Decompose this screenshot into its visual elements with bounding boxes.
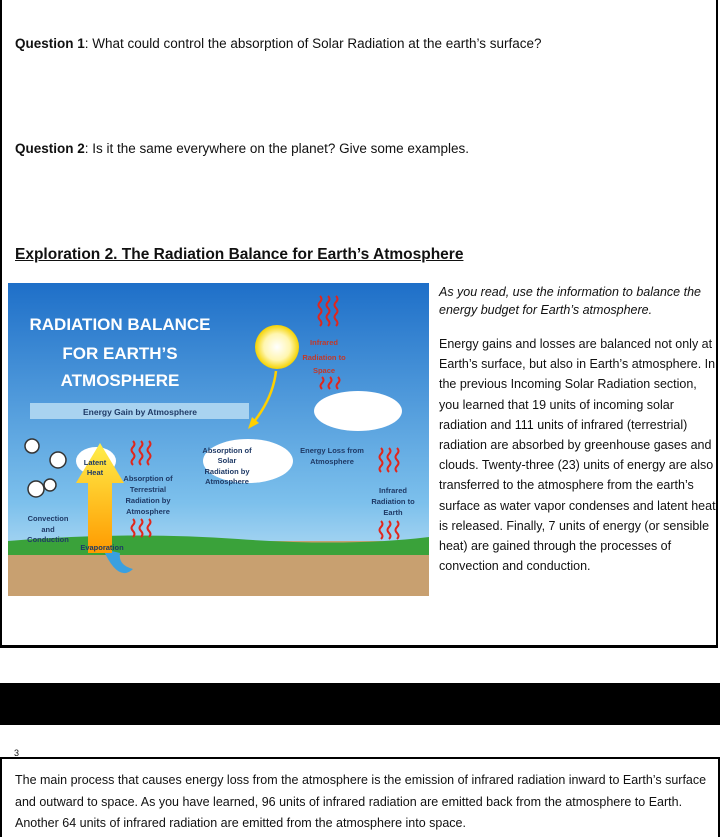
cloud-icon bbox=[314, 391, 402, 431]
absorption-terrestrial-label-4: Atmosphere bbox=[126, 507, 170, 516]
absorption-terrestrial-label-1: Absorption of bbox=[123, 474, 173, 483]
molecule-icon bbox=[28, 481, 44, 497]
absorption-terrestrial-label-3: Radiation by bbox=[125, 496, 171, 505]
bottom-paragraph: The main process that causes energy loss from the atmosphere is the emission of infrared radiation inward to Earth’s surface and outward to space. As you have learned, 96 units of infrared radiation are emitted back from the atmosphere to Earth. Another 64 units of infrared radiation are emitted from the atmosphere into space. bbox=[15, 773, 707, 830]
absorption-solar-label-4: Atmosphere bbox=[205, 477, 249, 486]
diagram-title-line-1: RADIATION BALANCE bbox=[29, 315, 211, 334]
energy-loss-label-1: Energy Loss from bbox=[300, 446, 364, 455]
infrared-space-label-1: Infrared bbox=[310, 338, 338, 347]
convection-label-2: and bbox=[41, 525, 55, 534]
question-1-text: : What could control the absorption of Solar Radiation at the earth’s surface? bbox=[84, 36, 542, 51]
diagram-title-line-3: ATMOSPHERE bbox=[60, 371, 180, 390]
absorption-solar-label-1: Absorption of bbox=[202, 446, 252, 455]
sun-icon bbox=[255, 325, 299, 369]
latent-heat-label-2: Heat bbox=[86, 468, 104, 477]
infrared-earth-label-2: Radiation to bbox=[371, 497, 415, 506]
latent-heat-label-1: Latent bbox=[83, 458, 107, 467]
infrared-space-label-3: Space bbox=[312, 366, 336, 375]
side-body-text: Energy gains and losses are balanced not only at Earth’s surface, but also in Earth’s atmosphere. In the previous Incoming Solar Radiation section, you learned that 19 units of incoming solar radiation and 111 units of infrared (terrestrial) radiation are absorbed by greenhouse gases and clouds. Twenty-three (23) units of energy are also transferred to the atmosphere from the earth’s surface as water vapor condenses and latent heat is released. Finally, 7 units of energy (or sensible heat) are gained through the processes of convection and conduction. bbox=[439, 337, 716, 574]
infrared-earth-label-1: Infrared bbox=[379, 486, 407, 495]
page-number: 3 bbox=[14, 748, 20, 758]
energy-loss-label-2: Atmosphere bbox=[310, 457, 354, 466]
molecule-icon bbox=[25, 439, 39, 453]
absorption-solar-label-2: Solar bbox=[217, 456, 237, 465]
question-1 bbox=[15, 36, 542, 51]
diagram-title-line-2: FOR EARTH’S bbox=[62, 344, 178, 363]
question-1-label: Question 1 bbox=[15, 36, 85, 51]
evaporation-label: Evaporation bbox=[80, 543, 124, 552]
question-2-text: : Is it the same everywhere on the planet? Give some examples. bbox=[84, 141, 469, 156]
question-2 bbox=[15, 141, 469, 156]
absorption-solar-label-3: Radiation by bbox=[204, 467, 250, 476]
convection-label-1: Convection bbox=[27, 514, 69, 523]
page-divider bbox=[0, 683, 720, 725]
side-intro-text: As you read, use the information to balance the energy budget for Earth’s atmosphere. bbox=[439, 285, 701, 317]
radiation-balance-diagram bbox=[8, 283, 429, 596]
exploration-title: Exploration 2. The Radiation Balance for Earth’s Atmosphere bbox=[15, 246, 464, 263]
energy-gain-label: Energy Gain by Atmosphere bbox=[83, 407, 197, 417]
molecule-icon bbox=[50, 452, 66, 468]
absorption-terrestrial-label-2: Terrestrial bbox=[129, 485, 167, 494]
infrared-space-label-2: Radiation to bbox=[302, 353, 346, 362]
molecule-icon bbox=[44, 479, 56, 491]
infrared-earth-label-3: Earth bbox=[383, 508, 403, 517]
convection-label-3: Conduction bbox=[27, 535, 69, 544]
question-2-label: Question 2 bbox=[15, 141, 85, 156]
